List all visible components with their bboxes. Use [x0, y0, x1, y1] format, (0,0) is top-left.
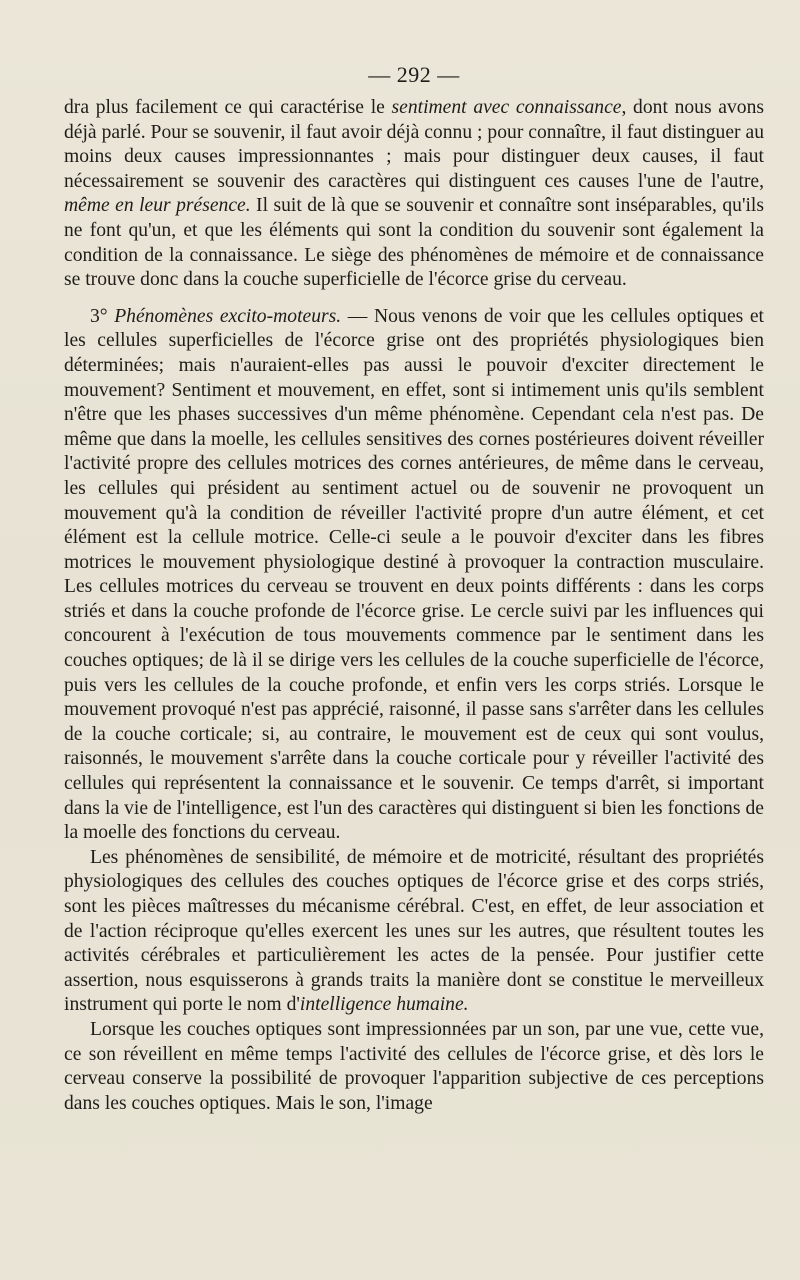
paragraph-text: , dont nous avons déjà parlé. Pour se souvenir, il faut avoir déjà connu ; pour connaître, il faut distinguer au moins deux causes impressionnantes ; mais pour distinguer deux causes, il faut nécessairement se souvenir des caractères qui distinguent ces causes l'une de l'autre,: [64, 97, 765, 192]
emphasis-sentiment-avec-connaissance: sentiment avec connaissance: [391, 97, 622, 118]
page-number: — 292 —: [368, 62, 460, 87]
paragraph-excito-moteurs: [64, 305, 764, 846]
paragraph-cerebral-mechanism: [64, 846, 764, 1018]
paragraph-text: dra plus facilement ce qui caractérise le: [64, 97, 392, 118]
emphasis-intelligence-humaine: intelligence humaine.: [299, 994, 469, 1016]
paragraph-memory-knowledge: [64, 96, 764, 293]
section-number: 3°: [90, 305, 115, 327]
paragraph-text: Les phénomènes de sensibilité, de mémoire et de motricité, résultant des propriétés physiologiques des cellules des couches optiques de l'écorce grise et des corps striés, sont les pièces maîtresses du mécanisme cérébral. C'est, en effet, de leur association et de l'action réciproque qu'elles exercent les unes sur les autres, que résultent toutes les activités cérébrales et particulièrement les actes de la pensée. Pour justifier cette assertion, nous esquisserons à grands traits la manière dont se constitue le merveilleux instrument qui porte le nom d': [64, 846, 764, 1016]
paragraph-text: Il suit de là que se souvenir et connaître sont inséparables, qu'ils ne font qu'un, et que les éléments qui sont la condition du souvenir sont également la condition de la connaissance. Le siège des phénomènes de mémoire et de connaissance se trouve donc dans la couche superficielle de l'écorce grise du cerveau.: [64, 195, 764, 291]
paragraph-optic-layers: [64, 1018, 764, 1116]
paragraph-text: Lorsque les couches optiques sont impressionnées par un son, par une vue, cette vue, ce son réveillent en même temps l'activité des cellules de l'écorce grise, et dès lors le cerveau conserve la possibilité de provoquer l'apparition subjective de ces perceptions dans les couches optiques. Mais le son, l'image: [64, 1018, 764, 1114]
paragraph-text: — Nous venons de voir que les cellules optiques et les cellules superficielles de l'écorce grise ont des propriétés physiologiques bien déterminées; mais n'auraient-elles pas aussi le pouvoir d'exciter directement le mouvement? Sentiment et mouvement, en effet, sont si intimement unis qu'ils semblent n'être que les phases successives d'un même phénomène. Cependant cela n'est pas. De même que dans la moelle, les cellules sensitives des cornes postérieures doivent réveiller l'activité propre des cellules motrices des cornes antérieures, de même dans le cerveau, les cellules qui président au sentiment actuel ou de souvenir ne provoquent un mouvement qu'à la condition de réveiller l'activité propre d'un autre élément, et cet élément est la cellule motrice. Celle-ci seule a le pouvoir d'exciter dans les fibres motrices le mouvement physiologique destiné à provoquer la contraction musculaire. Les cellules motrices du cerveau se trouvent en deux points différents : dans les corps striés et dans la couche profonde de l'écorce grise. Le cercle suivi par les influences qui concourent à l'exécution de tous mouvements commence par le sentiment dans les couches optiques; de là il se dirige vers les cellules de la couche superficielle de l'écorce, puis vers les cellules de la couche profonde, et enfin vers les corps striés. Lorsque le mouvement provoqué n'est pas apprécié, raisonné, il passe sans s'arrêter dans les cellules de la couche corticale; si, au contraire, le mouvement est de ceux qui sont voulus, raisonnés, le mouvement s'arrête dans la couche corticale pour y réveiller l'activité des cellules qui représentent la connaissance et le souvenir. Ce temps d'arrêt, si important dans la vie de l'intelligence, est l'un des caractères qui distinguent si bien les fonctions de la moelle des fonctions du cerveau.: [64, 305, 764, 844]
emphasis-meme-en-leur-presence: même en leur présence.: [64, 195, 251, 217]
section-heading: Phénomènes excito-moteurs.: [114, 305, 342, 327]
